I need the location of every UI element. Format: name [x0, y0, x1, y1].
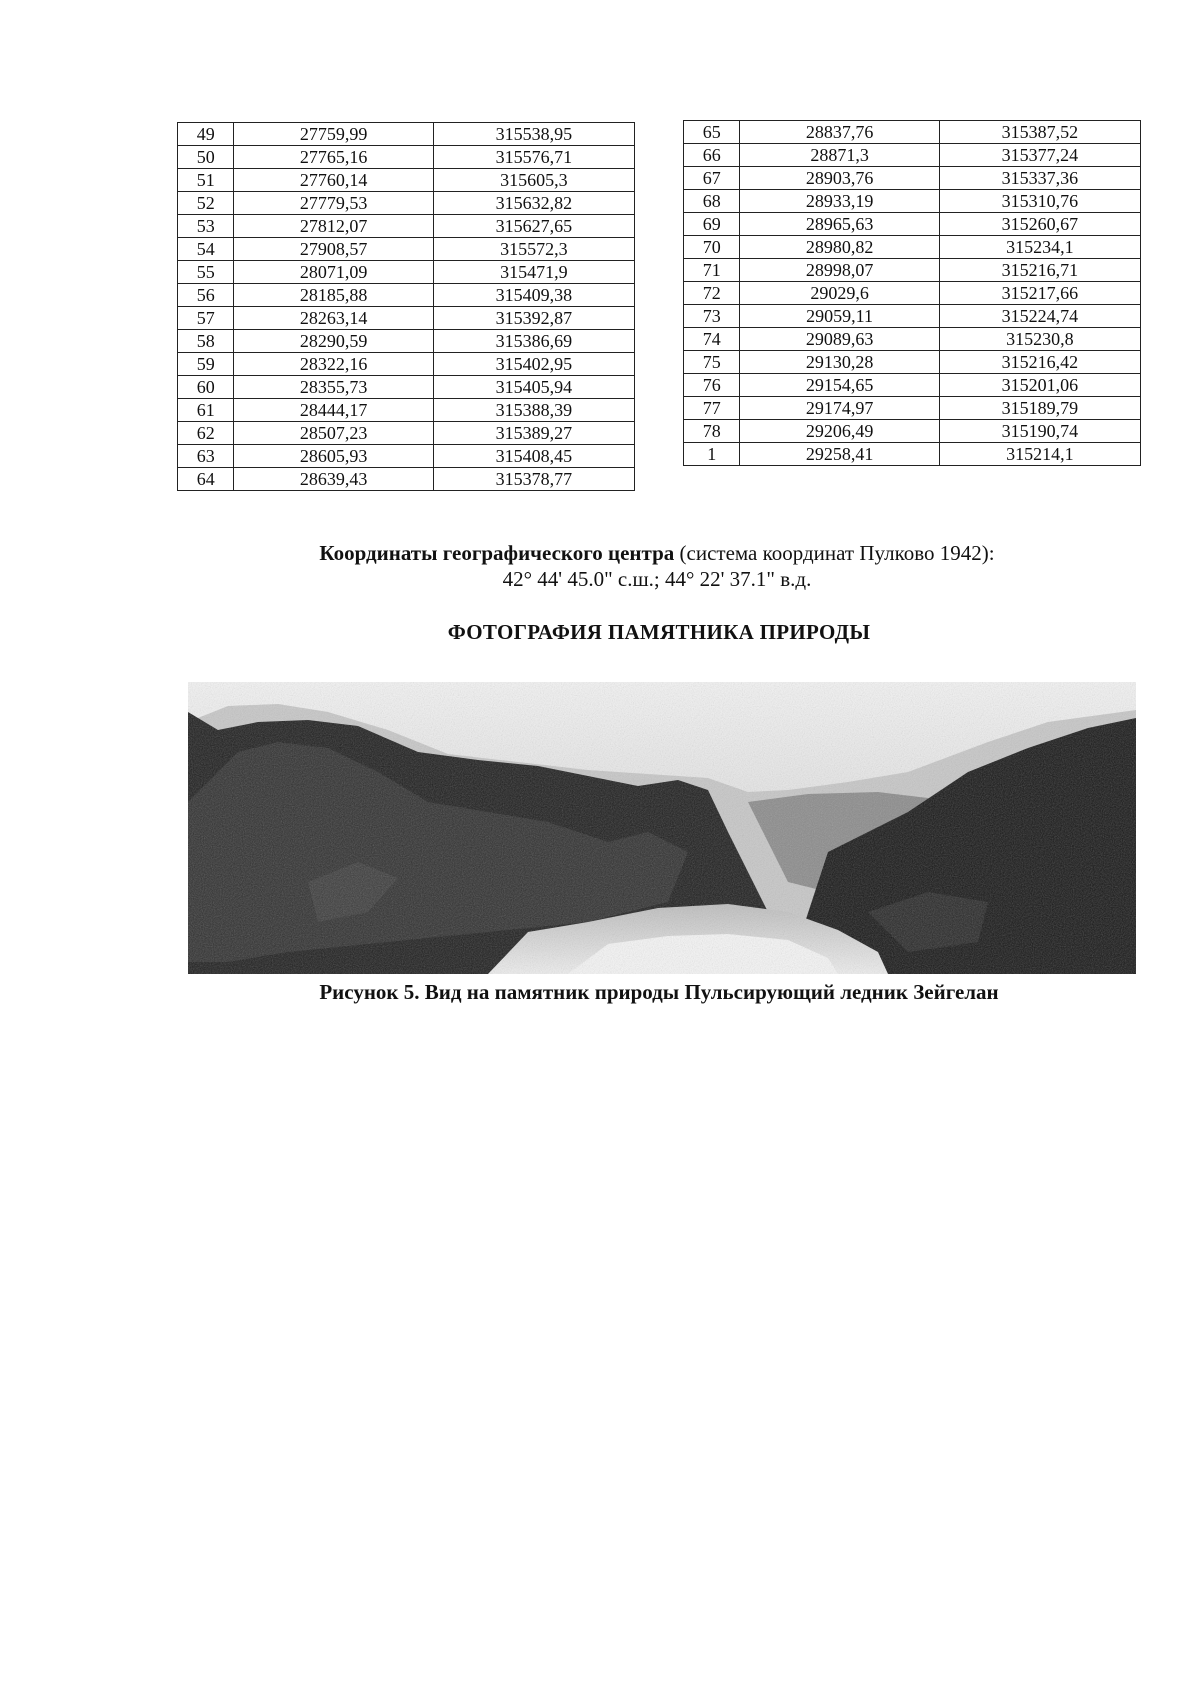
geographic-center-label — [0, 540, 1200, 566]
x-coordinate-cell: 29206,49 — [740, 420, 939, 443]
y-coordinate-cell: 315217,66 — [939, 282, 1140, 305]
y-coordinate-cell: 315378,77 — [433, 468, 634, 491]
y-coordinate-cell: 315224,74 — [939, 305, 1140, 328]
x-coordinate-cell: 28355,73 — [234, 376, 433, 399]
point-number-cell: 1 — [684, 443, 740, 466]
y-coordinate-cell: 315388,39 — [433, 399, 634, 422]
point-number-cell: 76 — [684, 374, 740, 397]
table-row — [178, 238, 635, 261]
point-number-cell: 60 — [178, 376, 234, 399]
table-row — [178, 123, 635, 146]
y-coordinate-cell: 315337,36 — [939, 167, 1140, 190]
point-number-cell: 53 — [178, 215, 234, 238]
point-number-cell: 74 — [684, 328, 740, 351]
y-coordinate-cell: 315632,82 — [433, 192, 634, 215]
table-row — [178, 468, 635, 491]
table-row — [178, 353, 635, 376]
point-number-cell: 50 — [178, 146, 234, 169]
point-number-cell: 65 — [684, 121, 740, 144]
point-number-cell: 64 — [178, 468, 234, 491]
table-row — [684, 328, 1141, 351]
point-number-cell: 72 — [684, 282, 740, 305]
x-coordinate-cell: 27759,99 — [234, 123, 433, 146]
table-row — [684, 144, 1141, 167]
point-number-cell: 69 — [684, 213, 740, 236]
geographic-center-label-bold: Координаты географического центра — [319, 541, 675, 565]
y-coordinate-cell: 315386,69 — [433, 330, 634, 353]
x-coordinate-cell: 28998,07 — [740, 259, 939, 282]
x-coordinate-cell: 29174,97 — [740, 397, 939, 420]
table-row — [684, 282, 1141, 305]
table-row — [178, 284, 635, 307]
point-number-cell: 51 — [178, 169, 234, 192]
y-coordinate-cell: 315389,27 — [433, 422, 634, 445]
y-coordinate-cell: 315260,67 — [939, 213, 1140, 236]
x-coordinate-cell: 28263,14 — [234, 307, 433, 330]
x-coordinate-cell: 27760,14 — [234, 169, 433, 192]
x-coordinate-cell: 29258,41 — [740, 443, 939, 466]
table-row — [684, 420, 1141, 443]
geographic-center-coords: 42° 44' 45.0" с.ш.; 44° 22' 37.1" в.д. — [502, 567, 812, 591]
x-coordinate-cell: 28290,59 — [234, 330, 433, 353]
y-coordinate-cell: 315471,9 — [433, 261, 634, 284]
x-coordinate-cell: 29130,28 — [740, 351, 939, 374]
x-coordinate-cell: 28933,19 — [740, 190, 939, 213]
x-coordinate-cell: 29154,65 — [740, 374, 939, 397]
y-coordinate-cell: 315576,71 — [433, 146, 634, 169]
y-coordinate-cell: 315627,65 — [433, 215, 634, 238]
table-row — [684, 213, 1141, 236]
coordinates-table-right — [683, 120, 1141, 466]
y-coordinate-cell: 315190,74 — [939, 420, 1140, 443]
y-coordinate-cell: 315214,1 — [939, 443, 1140, 466]
table-row — [178, 146, 635, 169]
table-row — [684, 190, 1141, 213]
point-number-cell: 62 — [178, 422, 234, 445]
y-coordinate-cell: 315605,3 — [433, 169, 634, 192]
table-row — [684, 121, 1141, 144]
table-row — [178, 215, 635, 238]
table-row — [684, 259, 1141, 282]
table-row — [178, 307, 635, 330]
table-row — [684, 305, 1141, 328]
x-coordinate-cell: 28185,88 — [234, 284, 433, 307]
photo-caption: Рисунок 5. Вид на памятник природы Пульсирующий ледник Зейгелан — [319, 980, 999, 1004]
table-row — [178, 445, 635, 468]
y-coordinate-cell: 315377,24 — [939, 144, 1140, 167]
point-number-cell: 57 — [178, 307, 234, 330]
geographic-center — [0, 540, 1200, 592]
point-number-cell: 67 — [684, 167, 740, 190]
x-coordinate-cell: 28980,82 — [740, 236, 939, 259]
x-coordinate-cell: 28507,23 — [234, 422, 433, 445]
y-coordinate-cell: 315234,1 — [939, 236, 1140, 259]
x-coordinate-cell: 28837,76 — [740, 121, 939, 144]
y-coordinate-cell: 315392,87 — [433, 307, 634, 330]
x-coordinate-cell: 27779,53 — [234, 192, 433, 215]
x-coordinate-cell: 28965,63 — [740, 213, 939, 236]
point-number-cell: 75 — [684, 351, 740, 374]
y-coordinate-cell: 315201,06 — [939, 374, 1140, 397]
x-coordinate-cell: 27812,07 — [234, 215, 433, 238]
y-coordinate-cell: 315230,8 — [939, 328, 1140, 351]
table-row — [178, 376, 635, 399]
glacier-landscape-image — [188, 682, 1136, 974]
x-coordinate-cell: 28071,09 — [234, 261, 433, 284]
point-number-cell: 59 — [178, 353, 234, 376]
y-coordinate-cell: 315409,38 — [433, 284, 634, 307]
photo-section-heading: ФОТОГРАФИЯ ПАМЯТНИКА ПРИРОДЫ — [447, 620, 871, 644]
point-number-cell: 58 — [178, 330, 234, 353]
point-number-cell: 66 — [684, 144, 740, 167]
point-number-cell: 78 — [684, 420, 740, 443]
table-row — [178, 399, 635, 422]
x-coordinate-cell: 28444,17 — [234, 399, 433, 422]
y-coordinate-cell: 315402,95 — [433, 353, 634, 376]
table-row — [684, 351, 1141, 374]
point-number-cell: 71 — [684, 259, 740, 282]
point-number-cell: 61 — [178, 399, 234, 422]
table-row — [178, 422, 635, 445]
point-number-cell: 73 — [684, 305, 740, 328]
table-row — [178, 192, 635, 215]
point-number-cell: 68 — [684, 190, 740, 213]
point-number-cell: 63 — [178, 445, 234, 468]
point-number-cell: 55 — [178, 261, 234, 284]
point-number-cell: 52 — [178, 192, 234, 215]
y-coordinate-cell: 315216,42 — [939, 351, 1140, 374]
y-coordinate-cell: 315408,45 — [433, 445, 634, 468]
table-row — [178, 261, 635, 284]
point-number-cell: 70 — [684, 236, 740, 259]
table-row — [684, 236, 1141, 259]
table-row — [178, 330, 635, 353]
table-row — [178, 169, 635, 192]
x-coordinate-cell: 28605,93 — [234, 445, 433, 468]
point-number-cell: 56 — [178, 284, 234, 307]
y-coordinate-cell: 315216,71 — [939, 259, 1140, 282]
x-coordinate-cell: 28639,43 — [234, 468, 433, 491]
table-row — [684, 167, 1141, 190]
table-row — [684, 443, 1141, 466]
glacier-photo — [188, 682, 1136, 974]
y-coordinate-cell: 315387,52 — [939, 121, 1140, 144]
x-coordinate-cell: 28871,3 — [740, 144, 939, 167]
x-coordinate-cell: 28903,76 — [740, 167, 939, 190]
table-row — [684, 397, 1141, 420]
geographic-center-label-rest: (система координат Пулково 1942): — [674, 541, 995, 565]
y-coordinate-cell: 315405,94 — [433, 376, 634, 399]
x-coordinate-cell: 27908,57 — [234, 238, 433, 261]
x-coordinate-cell: 29059,11 — [740, 305, 939, 328]
point-number-cell: 54 — [178, 238, 234, 261]
y-coordinate-cell: 315310,76 — [939, 190, 1140, 213]
coordinates-table-left — [177, 122, 635, 491]
x-coordinate-cell: 28322,16 — [234, 353, 433, 376]
x-coordinate-cell: 29029,6 — [740, 282, 939, 305]
point-number-cell: 49 — [178, 123, 234, 146]
x-coordinate-cell: 29089,63 — [740, 328, 939, 351]
y-coordinate-cell: 315189,79 — [939, 397, 1140, 420]
point-number-cell: 77 — [684, 397, 740, 420]
y-coordinate-cell: 315572,3 — [433, 238, 634, 261]
x-coordinate-cell: 27765,16 — [234, 146, 433, 169]
table-row — [684, 374, 1141, 397]
y-coordinate-cell: 315538,95 — [433, 123, 634, 146]
